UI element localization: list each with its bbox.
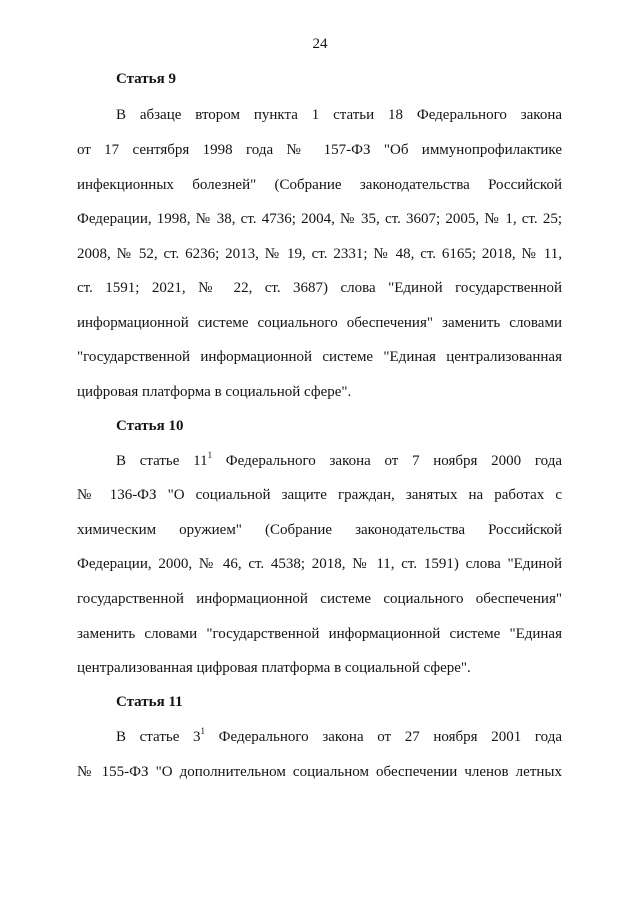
article-9-heading: Статья 9 [116,71,176,87]
article-9-line-6: ст. 1591; 2021, № 22, ст. 3687) слова "Единой государственной [77,280,562,296]
article-10-line-5: государственной информационной системе социального обеспечения" [77,591,562,607]
article-9-line-2: от 17 сентября 1998 года № 157-ФЗ "Об иммунопрофилактике [77,142,562,158]
article-9-line-3: инфекционных болезней" (Собрание законодательства Российской [77,177,562,193]
article-10-line-1-text-a: В статье 11 [116,453,208,469]
article-9-line-1: В абзаце втором пункта 1 статьи 18 Федерального закона [116,107,562,123]
article-11-line-2: № 155-ФЗ "О дополнительном социальном обеспечении членов летных [77,764,562,780]
article-11-line-1-text-a: В статье 3 [116,729,201,745]
article-11-line-1 [116,728,562,746]
article-10-line-2: № 136-ФЗ "О социальной защите граждан, занятых на работах с [77,487,562,503]
article-11-superscript: 1 [200,726,206,736]
article-9-line-7: информационной системе социального обеспечения" заменить словами [77,315,562,331]
article-10-line-7: централизованная цифровая платформа в социальной сфере". [77,660,471,676]
article-9-line-9: цифровая платформа в социальной сфере". [77,384,352,400]
article-10-line-1-text-b: Федерального закона от 7 ноября 2000 года [212,453,562,469]
article-10-line-4: Федерации, 2000, № 46, ст. 4538; 2018, № 11, ст. 1591) слова "Единой [77,556,562,572]
article-9-line-5: 2008, № 52, ст. 6236; 2013, № 19, ст. 2331; № 48, ст. 6165; 2018, № 11, [77,246,562,262]
article-10-line-3: химическим оружием" (Собрание законодательства Российской [77,522,562,538]
article-10-line-1 [116,452,562,470]
article-9-line-8: "государственной информационной системе "Единая централизованная [77,349,562,365]
article-10-line-6: заменить словами "государственной информационной системе "Единая [77,626,562,642]
page-number: 24 [312,36,328,52]
article-11-heading: Статья 11 [116,694,183,710]
article-10-superscript: 1 [207,450,213,460]
article-9-line-4: Федерации, 1998, № 38, ст. 4736; 2004, № 35, ст. 3607; 2005, № 1, ст. 25; [77,211,562,227]
article-11-line-1-text-b: Федерального закона от 27 ноября 2001 года [205,729,562,745]
article-10-heading: Статья 10 [116,418,184,434]
